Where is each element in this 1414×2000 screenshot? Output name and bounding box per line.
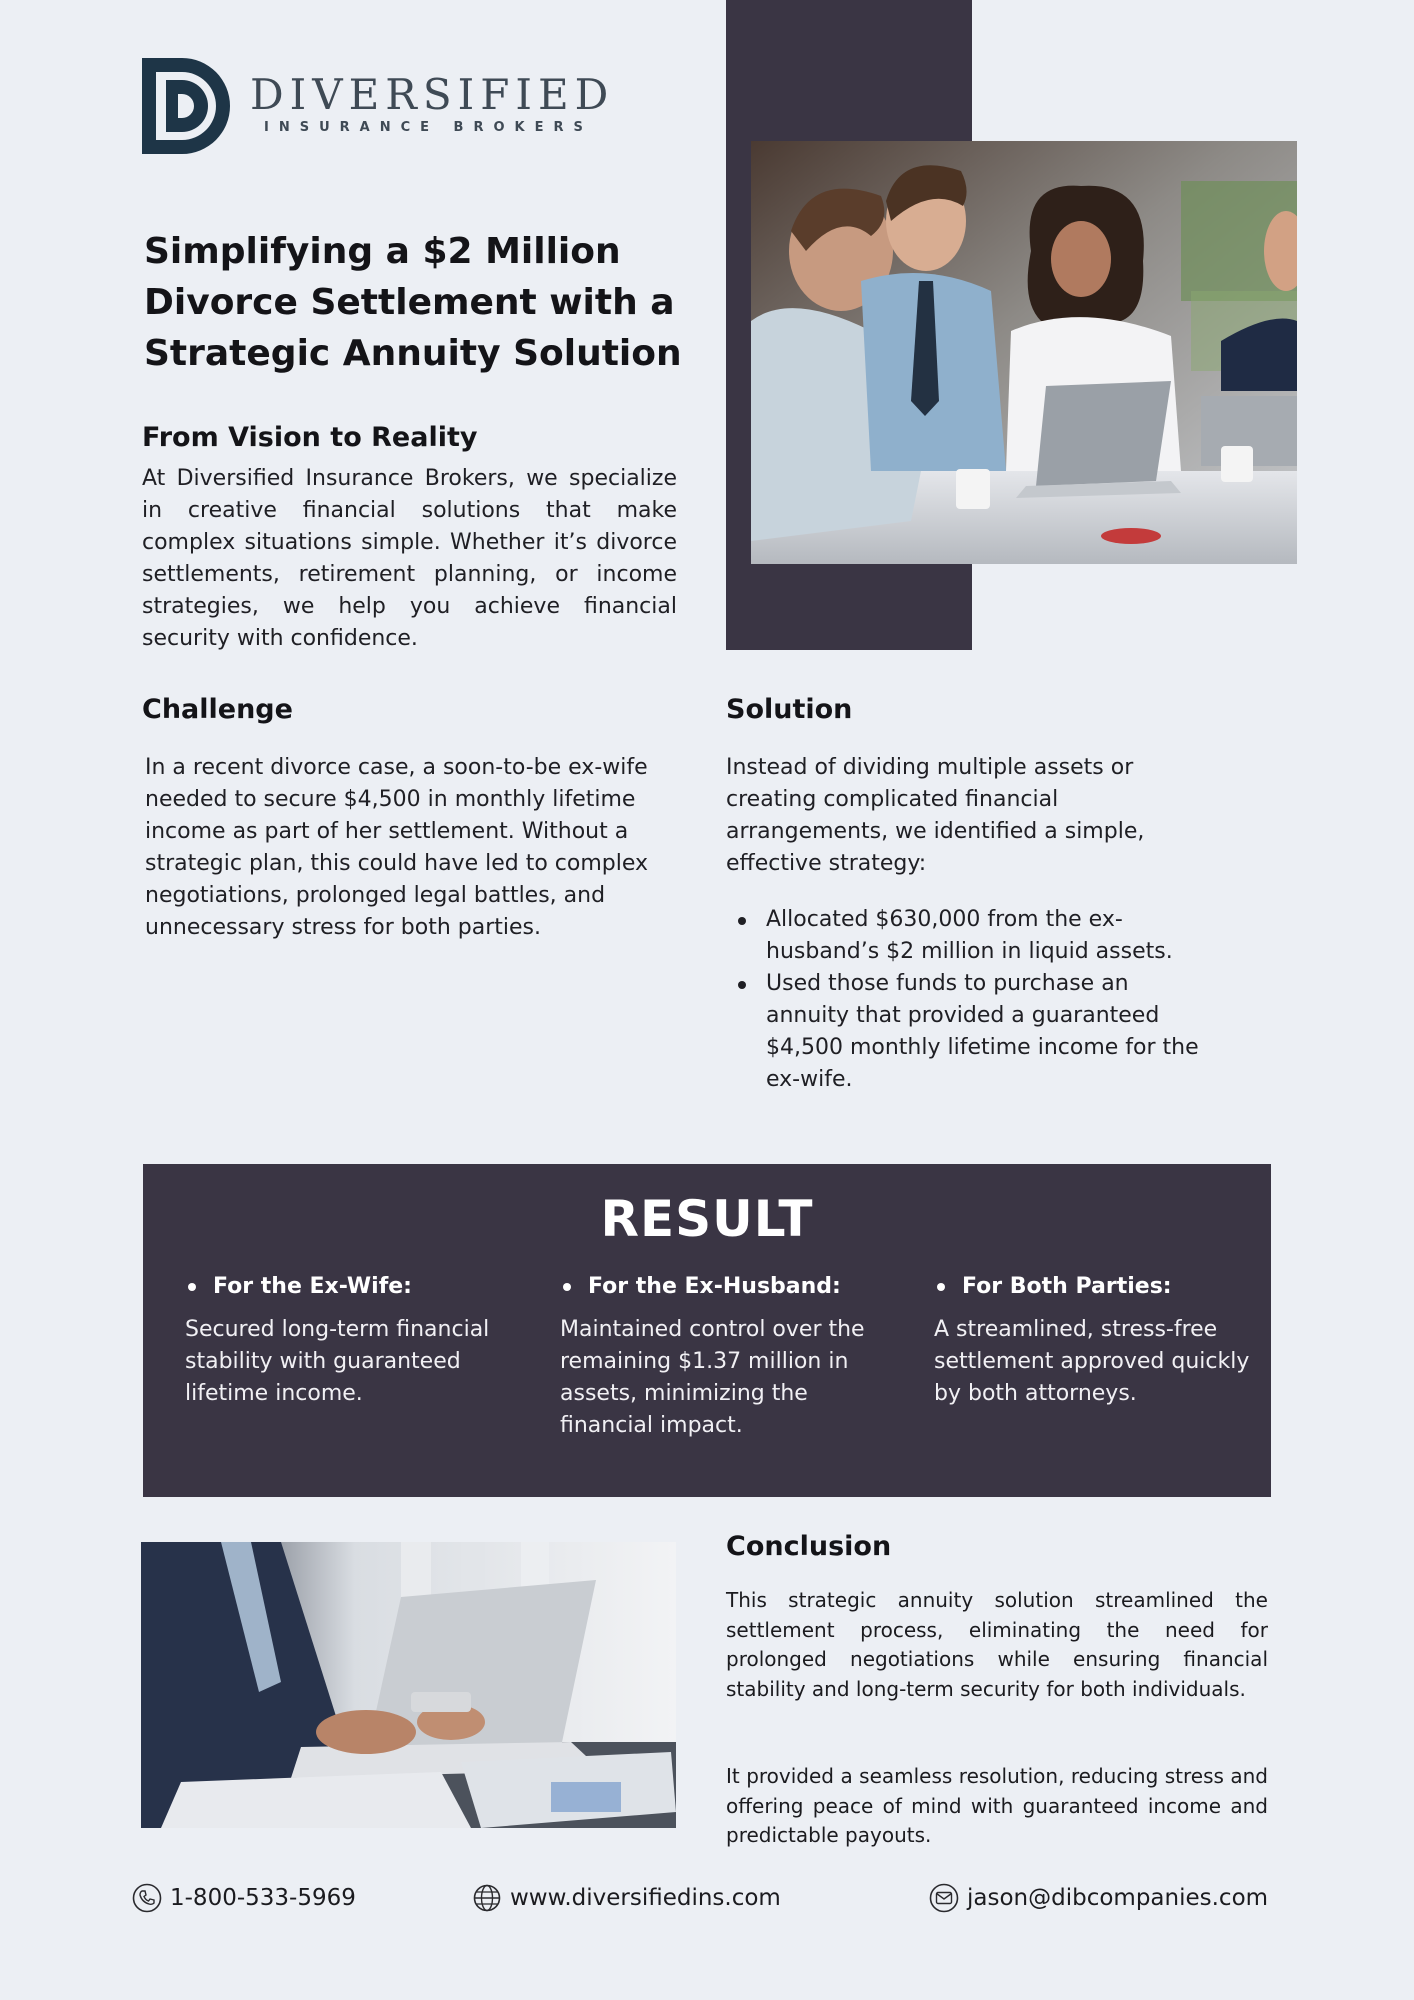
result-column-ex-husband xyxy=(560,1272,880,1442)
phone-icon xyxy=(132,1883,162,1913)
laptop-documents-photo xyxy=(141,1542,676,1828)
result-column-text: Maintained control over the remaining $1.37 million in assets, minimizing the financial impact. xyxy=(560,1317,865,1438)
list-item: Allocated $630,000 from the ex-husband’s $2 million in liquid assets. xyxy=(726,904,1206,968)
challenge-heading: Challenge xyxy=(142,694,293,725)
footer-phone[interactable] xyxy=(132,1880,356,1916)
business-meeting-photo xyxy=(751,141,1297,564)
solution-list xyxy=(726,904,1206,1096)
result-column-both-parties xyxy=(934,1272,1254,1410)
conclusion-heading: Conclusion xyxy=(726,1531,892,1562)
result-heading: RESULT xyxy=(600,1190,814,1248)
mail-icon xyxy=(929,1883,959,1913)
globe-icon xyxy=(472,1883,502,1913)
list-item: Used those funds to purchase an annuity that provided a guaranteed $4,500 monthly lifetime income for the ex-wife. xyxy=(726,968,1206,1096)
result-column-text: Secured long-term financial stability with guaranteed lifetime income. xyxy=(185,1317,490,1406)
brand-logo xyxy=(142,56,642,156)
vision-text: At Diversified Insurance Brokers, we specialize in creative financial solutions that make complex situations simple. Whether it’s divorce settlements, retirement planning, or income strategies, we help you achieve financial security with confidence. xyxy=(142,466,677,651)
challenge-text: In a recent divorce case, a soon-to-be ex-wife needed to secure $4,500 in monthly lifetime income as part of her settlement. Without a strategic plan, this could have led to complex negotiations, prolonged legal battles, and unnecessary stress for both parties. xyxy=(145,755,649,940)
result-column-ex-wife xyxy=(185,1272,505,1410)
conclusion-text-2: It provided a seamless resolution, reducing stress and offering peace of mind with guaranteed income and predictable payouts. xyxy=(726,1764,1268,1847)
logo-mark-icon xyxy=(142,58,234,154)
vision-heading: From Vision to Reality xyxy=(142,422,478,453)
solution-text: Instead of dividing multiple assets or creating complicated financial arrangements, we identified a simple, effective strategy: xyxy=(726,755,1145,876)
phone-number: 1-800-533-5969 xyxy=(170,1885,356,1911)
result-panel xyxy=(143,1164,1271,1497)
conclusion-text: This strategic annuity solution streamlined the settlement process, eliminating the need for prolonged negotiations while ensuring financial stability and long-term security for both individuals. xyxy=(726,1588,1268,1701)
result-column-heading: For the Ex-Husband: xyxy=(560,1272,880,1302)
result-column-heading: For the Ex-Wife: xyxy=(185,1272,505,1302)
result-column-text: A streamlined, stress-free settlement approved quickly by both attorneys. xyxy=(934,1317,1250,1406)
brand-name: DIVERSIFIED xyxy=(250,70,615,119)
email-address: jason@dibcompanies.com xyxy=(967,1885,1269,1911)
footer-email[interactable] xyxy=(929,1880,1268,1916)
solution-heading: Solution xyxy=(726,694,853,725)
brand-tagline: INSURANCE BROKERS xyxy=(264,120,593,135)
page-title: Simplifying a $2 Million Divorce Settlement with a Strategic Annuity Solution xyxy=(144,231,682,374)
footer-website[interactable] xyxy=(472,1880,781,1916)
website-url: www.diversifiedins.com xyxy=(510,1885,781,1911)
result-column-heading: For Both Parties: xyxy=(934,1272,1254,1302)
